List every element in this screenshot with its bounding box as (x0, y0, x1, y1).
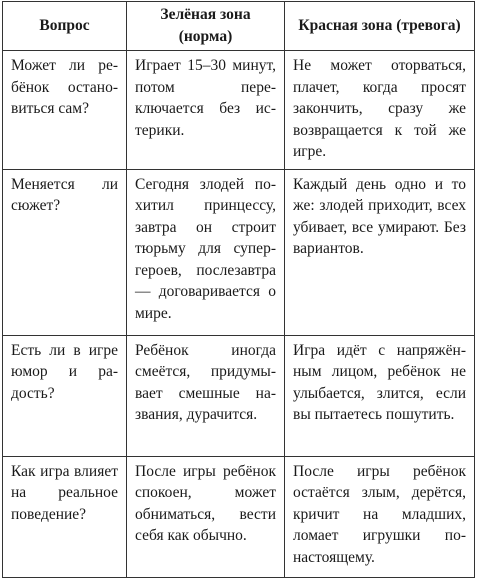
header-row (3, 2, 475, 51)
header-question: Вопрос (3, 2, 127, 51)
green-cell: Сегодня злодей похитил принцессу, завтра он строит тюрьму для супергероев, послезавтра — договаривается о мире. (127, 169, 285, 335)
question-cell: Меняется ли сюжет? (3, 169, 127, 335)
green-cell: После игры ребёнок спокоен, может обниматься, вести себя как обычно. (127, 456, 285, 577)
green-cell: Играет 15–30 минут, потом переключается без истерики. (127, 51, 285, 170)
red-cell: Каждый день одно и то же: злодей приходит, всех убивает, все умирают. Без вариантов. (285, 169, 475, 335)
table-row (3, 456, 475, 577)
red-cell: Игра идёт с напряжённым лицом, ребёнок не улыбается, злится, если вы пытаетесь пошутить. (285, 335, 475, 456)
header-red-zone: Красная зона (тревога) (285, 2, 475, 51)
comparison-table (2, 1, 475, 578)
question-cell: Как игра влияет на реальное поведение? (3, 456, 127, 577)
question-cell: Есть ли в игре юмор и радость? (3, 335, 127, 456)
red-cell: После игры ребёнок остаётся злым, дерётся, кричит на младших, ломает игрушки по-настоящему. (285, 456, 475, 577)
table-row (3, 335, 475, 456)
green-cell: Ребёнок иногда смеётся, придумывает смешные названия, дурачится. (127, 335, 285, 456)
table-row (3, 51, 475, 170)
header-green-zone: Зелёная зона (норма) (127, 2, 285, 51)
red-cell: Не может оторваться, плачет, когда просят закончить, сразу же возвращается к той же игре. (285, 51, 475, 170)
question-cell: Может ли ребёнок остановиться сам? (3, 51, 127, 170)
table-row (3, 169, 475, 335)
